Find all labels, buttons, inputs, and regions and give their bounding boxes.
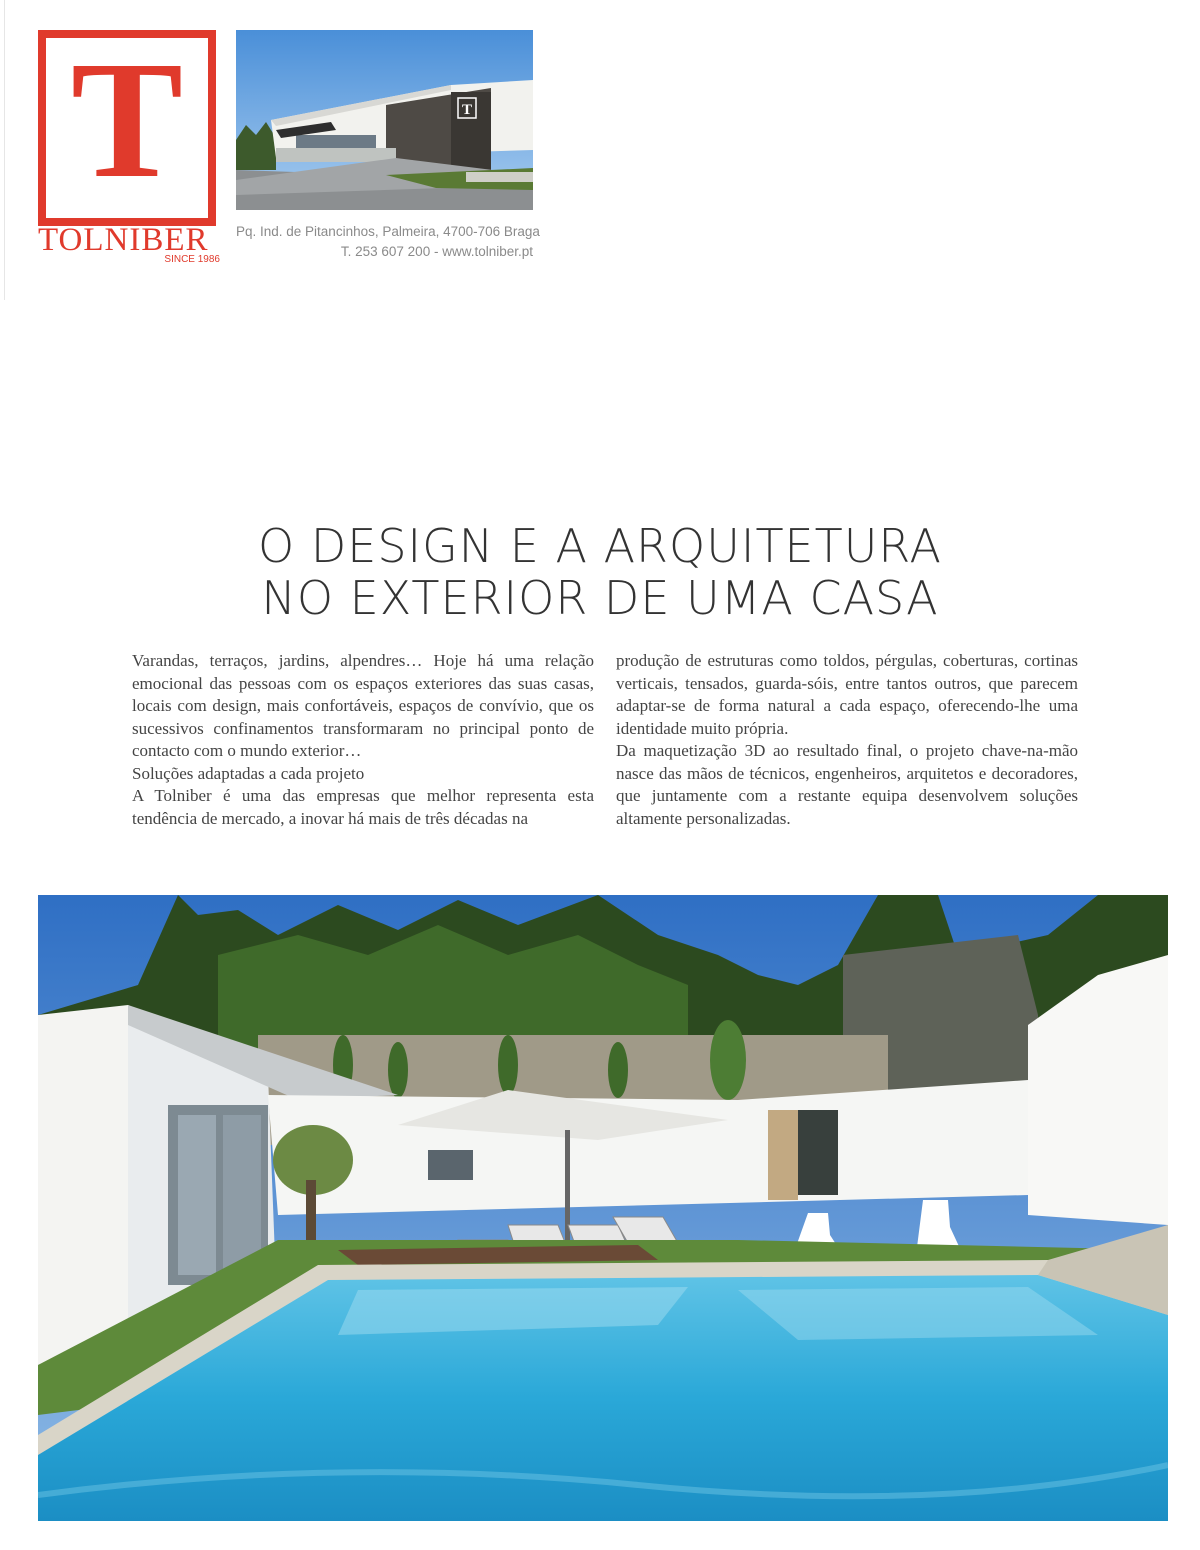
- logo-letter: T: [70, 27, 184, 213]
- pool-house-photo: [38, 895, 1168, 1521]
- building-photo: [236, 30, 533, 210]
- page-edge-line: [4, 0, 5, 300]
- contact-info: [236, 222, 540, 262]
- article-column-right: [616, 650, 1078, 830]
- article-title-line-2: NO EXTERIOR DE UMA CASA: [261, 571, 939, 625]
- brand-since: SINCE 1986: [164, 254, 220, 265]
- article-column-left: [132, 650, 594, 830]
- building-sign-letter: T: [461, 102, 473, 118]
- paragraph: produção de estruturas como toldos, pérgulas, coberturas, cortinas verticais, tensados, guarda-sóis, entre tantos outros, que parecem adaptar-se de forma natural a cada espaço, oferecendo-lhe uma identidade muito própria.: [616, 651, 1078, 738]
- contact-address: Pq. Ind. de Pitancinhos, Palmeira, 4700-706 Braga: [236, 224, 540, 239]
- article-title-line-1: O DESIGN E A ARQUITETURA: [258, 519, 942, 573]
- subheading: Soluções adaptadas a cada projeto: [132, 763, 365, 783]
- article-title: [100, 520, 1100, 624]
- contact-phone-web: T. 253 607 200 - www.tolniber.pt: [340, 244, 533, 259]
- brand-name: TOLNIBER: [38, 222, 209, 258]
- paragraph: A Tolniber é uma das empresas que melhor representa esta tendência de mercado, a inovar há mais de três décadas na: [132, 786, 594, 828]
- paragraph: Da maquetização 3D ao resultado final, o projeto chave-na-mão nasce das mãos de técnicos, engenheiros, arquitetos e decoradores, que juntamente com a restante equipa desenvolvem soluções altamente personalizadas.: [616, 741, 1078, 828]
- paragraph: Varandas, terraços, jardins, alpendres… Hoje há uma relação emocional das pessoas com os espaços exteriores das suas casas, locais com design, mais confortáveis, espaços de convívio, que os sucessivos confinamentos transformaram no principal ponto de contacto com o mundo exterior…: [132, 651, 594, 760]
- tolniber-logo: [38, 27, 216, 226]
